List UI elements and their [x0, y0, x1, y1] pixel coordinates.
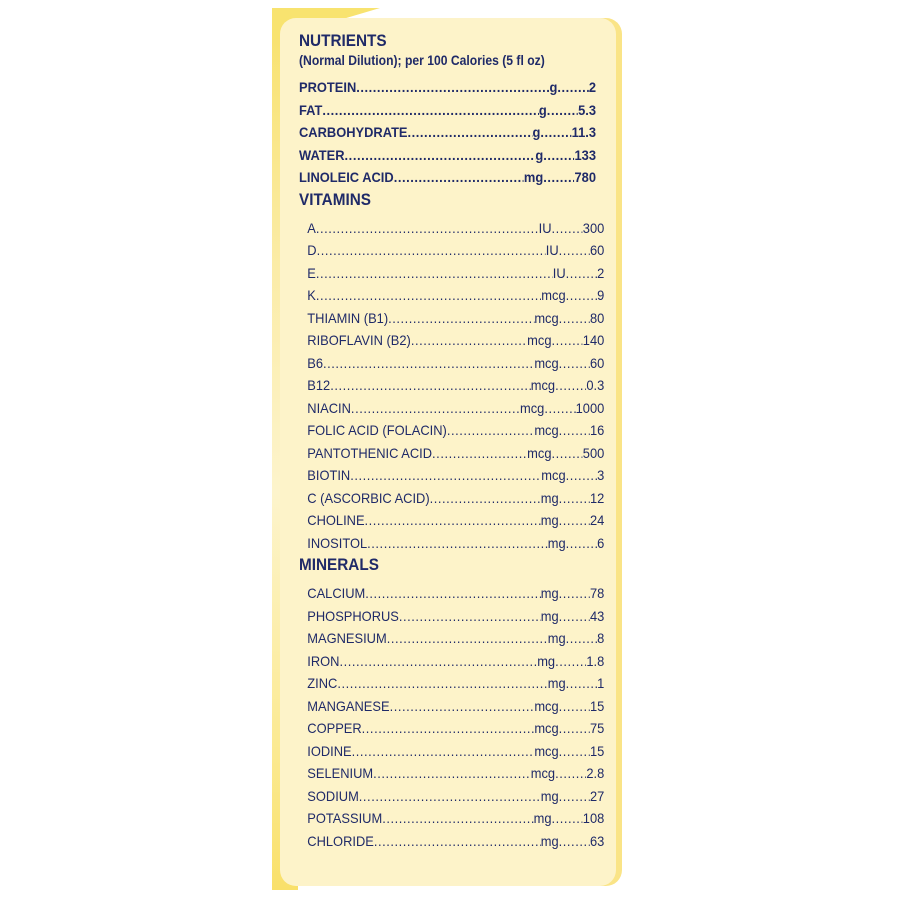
minerals-list — [299, 582, 605, 852]
nutrient-row — [299, 239, 604, 262]
nutrients-list — [299, 76, 596, 189]
nutrient-unit: mcg — [520, 399, 545, 416]
nutrient-row — [299, 76, 596, 99]
nutrient-value: 43 — [589, 607, 605, 624]
nutrient-unit: mcg — [534, 309, 559, 326]
nutrient-unit: mcg — [530, 765, 556, 781]
nutrient-value: 2 — [588, 79, 597, 95]
leader-dots — [447, 419, 535, 442]
leader-dots — [566, 532, 597, 555]
leader-dots — [345, 144, 536, 167]
nutrient-row — [299, 740, 604, 763]
leader-dots — [559, 605, 590, 628]
nutrient-name: B6 — [307, 354, 324, 371]
nutrient-value: 1000 — [575, 399, 605, 416]
nutrient-unit: mcg — [534, 742, 559, 759]
nutrient-unit: mcg — [534, 720, 559, 736]
leader-dots — [559, 582, 590, 605]
nutrient-unit: g — [532, 124, 541, 140]
nutrient-row — [299, 352, 604, 375]
nutrient-row — [299, 672, 604, 695]
vitamins-list — [299, 217, 605, 555]
nutrient-name: CALCIUM — [307, 585, 366, 601]
nutrient-row — [299, 262, 604, 285]
leader-dots — [559, 487, 590, 510]
leader-dots — [555, 374, 586, 397]
nutrient-unit: g — [535, 146, 544, 163]
leader-dots — [316, 284, 541, 307]
leader-dots — [559, 239, 590, 262]
nutrient-name: MAGNESIUM — [307, 630, 387, 646]
nutrients-heading: NUTRIENTS — [299, 31, 387, 50]
leader-dots — [559, 352, 590, 375]
nutrient-unit: mcg — [534, 354, 559, 371]
leader-dots — [374, 830, 541, 853]
leader-dots — [387, 627, 548, 650]
nutrient-name: ZINC — [307, 675, 338, 691]
nutrient-value: 12 — [589, 489, 605, 506]
nutrient-unit: mg — [547, 675, 566, 691]
nutrient-value: 80 — [589, 309, 605, 326]
nutrient-value: 2.8 — [586, 765, 605, 781]
nutrient-value: 27 — [589, 787, 605, 804]
nutrient-value: 60 — [589, 354, 605, 371]
nutrient-name: SELENIUM — [307, 765, 374, 781]
leader-dots — [337, 672, 547, 695]
nutrient-row — [299, 144, 596, 167]
nutrient-name: WATER — [299, 146, 345, 163]
nutrient-value: 63 — [589, 832, 605, 849]
leader-dots — [352, 740, 535, 763]
nutrient-name: THIAMIN (B1) — [307, 309, 389, 326]
leader-dots — [552, 329, 583, 352]
nutrient-unit: IU — [538, 219, 552, 236]
nutrient-row — [299, 419, 604, 442]
leader-dots — [339, 650, 537, 673]
nutrient-value: 78 — [589, 585, 605, 601]
nutrient-name: INOSITOL — [307, 534, 368, 551]
nutrient-unit: mg — [540, 607, 559, 624]
leader-dots — [557, 76, 588, 99]
leader-dots — [390, 695, 535, 718]
nutrient-value: 1.8 — [586, 652, 605, 669]
nutrients-subtitle: (Normal Dilution); per 100 Calories (5 fl oz) — [299, 53, 545, 68]
leader-dots — [543, 166, 574, 189]
nutrient-name: IRON — [307, 652, 340, 669]
nutrient-unit: mg — [547, 534, 566, 551]
leader-dots — [432, 442, 527, 465]
nutrient-row — [299, 785, 604, 808]
nutrient-value: 60 — [589, 242, 605, 258]
leader-dots — [559, 695, 590, 718]
leader-dots — [316, 217, 539, 240]
nutrient-row — [299, 99, 596, 122]
nutrient-value: 3 — [597, 467, 605, 483]
leader-dots — [540, 121, 571, 144]
nutrient-name: FOLIC ACID (FOLACIN) — [307, 422, 447, 438]
leader-dots — [552, 217, 583, 240]
nutrient-name: E — [307, 264, 316, 281]
leader-dots — [394, 166, 524, 189]
nutrient-row — [299, 717, 604, 740]
leader-dots — [411, 329, 527, 352]
nutrient-unit: IU — [545, 242, 559, 258]
leader-dots — [566, 627, 597, 650]
nutrient-unit: mg — [533, 810, 552, 826]
nutrient-row — [299, 650, 604, 673]
nutrient-name: CHOLINE — [307, 512, 365, 528]
nutrient-value: 15 — [589, 697, 605, 714]
leader-dots — [566, 464, 597, 487]
nutrient-name: RIBOFLAVIN (B2) — [307, 332, 411, 348]
leader-dots — [408, 121, 533, 144]
nutrient-value: 16 — [589, 422, 605, 438]
leader-dots — [322, 99, 539, 122]
nutrient-row — [299, 121, 596, 144]
nutrient-row — [299, 307, 604, 330]
leader-dots — [547, 99, 578, 122]
nutrient-value: 0.3 — [586, 377, 605, 393]
nutrient-name: K — [307, 287, 316, 303]
leader-dots — [316, 262, 553, 285]
nutrient-row — [299, 217, 604, 240]
nutrient-unit: mcg — [527, 332, 552, 348]
nutrient-name: B12 — [307, 377, 331, 393]
leader-dots — [559, 717, 590, 740]
nutrient-row — [299, 464, 604, 487]
nutrient-name: CHLORIDE — [307, 832, 374, 849]
leader-dots — [543, 144, 574, 167]
minerals-heading: MINERALS — [299, 555, 379, 574]
nutrient-name: NIACIN — [307, 399, 351, 416]
nutrient-unit: mg — [523, 169, 544, 185]
leader-dots — [388, 307, 534, 330]
nutrient-row — [299, 329, 604, 352]
leader-dots — [555, 762, 586, 785]
leader-dots — [430, 487, 541, 510]
leader-dots — [566, 672, 597, 695]
leader-dots — [351, 397, 520, 420]
nutrient-unit: mg — [547, 630, 566, 646]
leader-dots — [559, 509, 590, 532]
nutrient-row — [299, 762, 604, 785]
nutrient-unit: g — [549, 79, 558, 95]
nutrient-value: 2 — [597, 264, 605, 281]
nutrient-value: 9 — [597, 287, 605, 303]
nutrient-value: 780 — [574, 169, 597, 185]
nutrient-row — [299, 695, 604, 718]
nutrient-unit: mg — [537, 652, 556, 669]
vitamins-heading: VITAMINS — [299, 189, 371, 209]
nutrient-value: 6 — [597, 534, 605, 551]
leader-dots — [362, 717, 535, 740]
nutrient-value: 300 — [582, 219, 605, 236]
nutrient-name: PHOSPHORUS — [307, 607, 399, 624]
nutrient-unit: mcg — [534, 422, 559, 438]
nutrient-name: FAT — [299, 101, 323, 118]
leader-dots — [552, 442, 583, 465]
nutrient-name: D — [307, 242, 317, 258]
leader-dots — [367, 532, 548, 555]
leader-dots — [317, 239, 546, 262]
nutrient-value: 11.3 — [571, 124, 597, 140]
nutrient-unit: mcg — [541, 467, 566, 483]
nutrient-value: 140 — [582, 332, 605, 348]
nutrient-unit: mg — [540, 832, 559, 849]
leader-dots — [566, 262, 597, 285]
nutrient-row — [299, 397, 604, 420]
leader-dots — [559, 307, 590, 330]
nutrient-value: 108 — [582, 810, 605, 826]
nutrient-value: 133 — [574, 146, 597, 163]
leader-dots — [566, 284, 597, 307]
nutrient-row — [299, 627, 604, 650]
nutrient-row — [299, 442, 604, 465]
nutrient-value: 500 — [582, 444, 605, 461]
nutrient-value: 5.3 — [578, 101, 597, 118]
leader-dots — [365, 509, 541, 532]
nutrient-name: C (ASCORBIC ACID) — [307, 489, 430, 506]
nutrient-name: PROTEIN — [299, 79, 357, 95]
leader-dots — [350, 464, 541, 487]
nutrient-row — [299, 487, 604, 510]
leader-dots — [356, 76, 549, 99]
nutrient-row — [299, 807, 604, 830]
leader-dots — [373, 762, 531, 785]
nutrient-name: SODIUM — [307, 787, 359, 804]
nutrient-value: 75 — [589, 720, 605, 736]
nutrient-value: 8 — [597, 630, 605, 646]
leader-dots — [559, 740, 590, 763]
nutrient-unit: mcg — [541, 287, 566, 303]
nutrient-name: POTASSIUM — [307, 810, 383, 826]
leader-dots — [399, 605, 541, 628]
nutrient-row — [299, 374, 604, 397]
leader-dots — [365, 582, 541, 605]
nutrient-value: 1 — [597, 675, 605, 691]
leader-dots — [559, 830, 590, 853]
nutrient-row — [299, 284, 604, 307]
leader-dots — [552, 807, 583, 830]
nutrient-unit: mg — [540, 489, 559, 506]
nutrient-value: 15 — [589, 742, 605, 759]
leader-dots — [330, 374, 531, 397]
nutrient-name: CARBOHYDRATE — [299, 124, 408, 140]
nutrient-name: PANTOTHENIC ACID — [307, 444, 433, 461]
nutrient-unit: g — [538, 101, 547, 118]
nutrient-name: A — [307, 219, 316, 236]
nutrient-name: IODINE — [307, 742, 352, 759]
nutrient-row — [299, 509, 604, 532]
leader-dots — [559, 419, 590, 442]
nutrient-unit: mcg — [534, 697, 559, 714]
nutrition-panel — [280, 18, 616, 886]
leader-dots — [559, 785, 590, 808]
nutrient-unit: mg — [540, 787, 559, 804]
nutrient-row — [299, 166, 596, 189]
nutrient-name: COPPER — [307, 720, 362, 736]
nutrient-unit: mcg — [530, 377, 556, 393]
nutrient-name: MANGANESE — [307, 697, 390, 714]
leader-dots — [359, 785, 541, 808]
nutrient-row — [299, 830, 604, 853]
leader-dots — [544, 397, 575, 420]
nutrient-unit: mg — [540, 512, 559, 528]
nutrient-unit: mcg — [527, 444, 552, 461]
nutrient-row — [299, 582, 604, 605]
nutrient-name: LINOLEIC ACID — [299, 169, 394, 185]
nutrient-name: BIOTIN — [307, 467, 351, 483]
nutrient-unit: mg — [540, 585, 559, 601]
leader-dots — [323, 352, 534, 375]
nutrient-value: 24 — [589, 512, 605, 528]
leader-dots — [382, 807, 533, 830]
nutrient-unit: IU — [552, 264, 566, 281]
nutrient-row — [299, 532, 604, 555]
nutrient-row — [299, 605, 604, 628]
leader-dots — [555, 650, 586, 673]
